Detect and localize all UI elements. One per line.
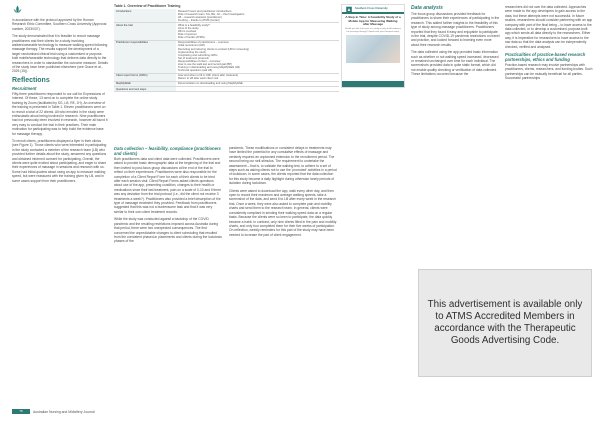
column-5 (505, 5, 593, 84)
table-row-label: Practitioner responsibilities (114, 40, 176, 73)
table-row-items (176, 73, 339, 81)
lotus-logo-icon (12, 4, 23, 15)
table-item: How to use the walk test and record gait (BP) (178, 63, 232, 66)
flyer-org: Southern Cross University (355, 7, 388, 10)
table-row-label: Questions and next steps (114, 87, 176, 92)
focus-group-paragraph: The focus group discussions provided feedback for practitioners to share their experiences of participating in the research. This added further insights to the feasibility of this type of study among massage practitioners. Practitioners reported that they found it easy and enjoyable to participate in the trial, despite COVID-19 pandemic restrictions on travel and practice, and looked forward to learning even more about their research results. (411, 12, 500, 47)
table-row (114, 73, 339, 81)
table-row-items (176, 87, 339, 92)
recruitment-heading: Recruitment (12, 85, 37, 91)
table-row (114, 87, 339, 92)
table-row-items (176, 9, 339, 23)
table-item: LB – research assistant (practitioner) (178, 15, 222, 19)
massage-photo (346, 35, 400, 63)
table-row-label: MapMyWalk (114, 81, 176, 86)
table-item: Training in downloading and using MapMyWalk (LB) (178, 66, 240, 70)
advertisement-text: This advertisement is available only to ATMS Accredited Members in accordance with the Therapeutic Goods Advertising Code. (427, 299, 583, 346)
table-row (114, 23, 339, 40)
page-footer (12, 409, 95, 414)
table-item: Role of sponsor (178, 33, 197, 37)
study-summary-paragraph: The study demonstrated that it is feasible to recruit massage practitioners and their clients for a study involving walkers/wearable technology to measure walking speed following massage therapy. The results support the development of a larger randomised clinical trial using a customised or purpose-built mobile/wearable technology that delivers data directly to the researchers in order to standardise the outcome measure. Details of the study have been published elsewhere (see Grace et al., 2025 (15)). (12, 34, 108, 74)
column-3 (229, 146, 337, 240)
column-2 (114, 146, 222, 247)
table-item: Initial recruitment (HR) (178, 44, 205, 48)
table-item: Role of research team: SG, RE, JH – chief investigators (178, 12, 245, 16)
flyer-subtitle: Would you like to be part of a study to help build evidence for massage therapy? Speak with your therapist today. (345, 27, 401, 33)
study-flyer-figure (341, 4, 405, 88)
client-recruitment-paragraph: To recruit clients, practitioners displayed a flyer in their clinics (see Figure 1). Those clients who were interested in participating in the study contacted a member of the research team (LB) who provided further details about the study, answered any questions and obtained informed consent for participating. Overall, the clients were quite excited about participating, and eager to share their experiences of massage in sessions and research with us. Some had initial qualms about using an app to measure walking speed, but were reassured with the training given by LB, and in some cases support from their practitioners. (12, 138, 107, 183)
pandemic-paragraph: pandemic. These modifications or consistent delays in treatments may have limited the potential for any cumulative effects of massage and certainly required an unplanned extension to the recruitment period. The second being our self-stimulus. The requirement to undertake the assessment – that is, to validate the walking test, to adhere to a set of steps such as asking clients not to use the 'promoted' activities in a period of lockdown. In some cases, the clients reported that the data collection for this study became a daily highlight during otherwise lonely periods of isolation during lockdown. (229, 146, 337, 186)
journal-name: Australian Nursing and Midwifery Journal (33, 409, 95, 414)
table-body (114, 9, 339, 92)
covid-paragraph: While the study was conducted against a backdrop of the COVID pandemic and the resulting restrictions imposed across Australia during that period, there were two unexpected consequences. The first concerned the unpredictable changes to client scheduling that resulted from the consistent phased-in placements and clients during the lockdown phases of the (114, 217, 222, 244)
flyer-footer-bar (342, 81, 404, 87)
table-item: Demonstration on downloading and using MapMyWalk (178, 82, 243, 86)
table-row (114, 40, 339, 73)
data-collection-paragraph: Both practitioners data and client data were collected. Practitioners were asked to provide basic demographic data at the beginning of the trial and then invited to post-focus group discussions at the end of the trial to reflect on their experiences. Practitioners were also responsible for the completion of a Client Report Form for each of their clients to be tried after each session visit. Client Report Forms asked clients questions about use of the app, presenting condition, changes to their health or medications since their last treatment, pain on a scale of 0-10 and if there was any deviation from the trial protocol (i.e., did the client not receive 3 treatments a week?). Practitioners also provided a brief description of the type of massage treatment they provided. Feedback from practitioners suggested that this was not a burdensome task and that it was very similar to their own client treatment records. (114, 157, 222, 214)
table-item: Technical questions (ask LB) (178, 69, 213, 73)
table-item: Funding – thanks to ATMS (funder) (178, 18, 220, 22)
partnerships-paragraph: Practice-based research may involve partnerships with practitioners, clients, researchers, and funding bodies. Such partnerships can be mutually beneficial for all parties. Successful partnerships (505, 63, 593, 81)
training-table (114, 4, 339, 141)
data-analysis-heading: Data analysis (411, 5, 443, 11)
reflections-heading: Reflections (12, 76, 50, 84)
data-collection-heading: Data collection – feasibility, compliance (practitioners and clients) (114, 146, 221, 156)
university-logo-icon (345, 6, 353, 13)
table-item: Return to LB after each client visit (178, 77, 219, 81)
table-item: Responsibilities of practitioners – overview (178, 41, 229, 45)
flyer-title: A Step in Time: A Feasibility Study of a Mobile App for Measuring Walking after Massage (345, 15, 401, 27)
table-item: Implementing the study (178, 50, 206, 54)
data-access-paragraph: researchers did not own the data collected. Approaches were made to the app developers to gain access to the data, but these attempts were not successful. In future studies, researchers should consider partnering with an app company with part of the final being – to have access to the data collected, or to develop a customised, purpose-built app which sends all data directly to the researchers. Either way, it is imperative for researchers to have access to the raw data so that the data analysis can be independently checked, verified and analysed. (505, 5, 593, 49)
page-number: 76 (12, 409, 30, 414)
table-item: Research team and practitioner introductions (178, 9, 232, 13)
table-row-label: Client report forms (CRFs) (114, 73, 176, 81)
table-item: Recruiting and referring clients to contact (LB for screening) (178, 47, 249, 51)
table-row-items (176, 23, 339, 40)
table-item: Role of funder (ATMS) (178, 36, 205, 40)
app-data-analysis-paragraph: The data collected using the app provided basic information such as whether or not walking speed increased, decreased or remained unchanged over time for each individual. The screenshots provided data in quite static format, which did not enable quality checking or verification of data collected. These limitations occurred because the (411, 50, 499, 77)
flyer-header (342, 5, 404, 14)
practicalities-heading: Practicalities of practice-based research partnerships, ethics and funding (505, 52, 586, 63)
table-item: What is a feasibility study? (178, 23, 210, 27)
column-4 (411, 5, 500, 80)
ethics-paragraph: in accordance with the protocol approved by the Human Research Ethic Committee, Southern Cross University (Approval number, 2023/037). (12, 18, 107, 31)
advertisement-placeholder (418, 269, 592, 377)
table-caption: Table 1. Overview of Practitioner Training (114, 4, 181, 8)
app-data-paragraph: Clients were asked to download the app, walk every other day, and then open to record their maximum and average walking speeds, take a screenshot of the data, and send it to LB after every week in the research trial. Once a week, they were also asked to complete pain and mobility charts and send them to the research team. In general, clients were consistently compliant in sending their walking speed data on a regular basis. Because the clients were so keen to participate, the data quickly became a habit. In contrast, only nine clients filled in the pain and mobility charts, and only four completed them for their five weeks of participation. On reflection, weekly reminders for this part of the study may have been needed to increase the part of client engagement. (229, 188, 337, 237)
table-item: Aims of the study (178, 26, 199, 30)
table-row (114, 9, 339, 23)
table-row-items (176, 40, 339, 73)
table-row-label: About the trial (114, 23, 176, 40)
table-item: Completing and submitting CRFs (178, 53, 218, 57)
table-row-label: Introductions (114, 9, 176, 23)
table-item: Who's involved (178, 30, 196, 34)
table-item: How and when to fill in CRF (client after treatment) (178, 74, 239, 78)
table-item: Responsibilities of client – overview (178, 59, 221, 63)
recruitment-paragraph: Fifty-three practitioners responded to our call for Expressions of Interest. Of these, 13 went on to complete the online study training by Zoom (facilitated by SG, LB, RE, JH). An overview of the training is presented in Table 1. Eleven practitioners went on to recruit a total of 22 clients. All who enrolled in the study were enthusiastic about being involved in research. Nine practitioners had not previously been involved in research, however all found it very easy to conduct the trial in their practices. Their main motivation for participating was to help build the evidence base for massage therapy. (12, 91, 108, 136)
column-1 (12, 18, 108, 186)
table-item: Set of treatment protocols (178, 56, 209, 60)
